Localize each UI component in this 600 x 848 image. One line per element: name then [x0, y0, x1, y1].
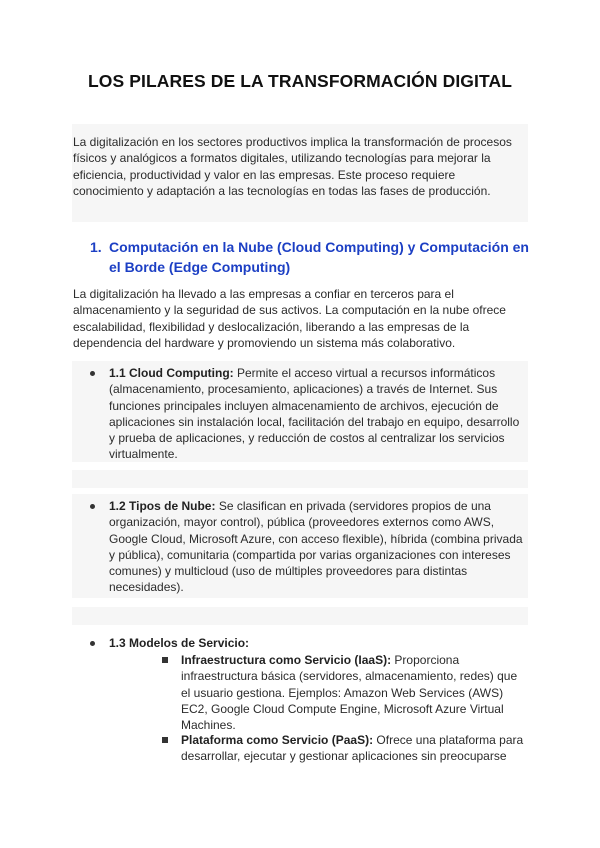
bullet-dot	[90, 641, 95, 646]
page-title: LOS PILARES DE LA TRANSFORMACIÓN DIGITAL	[88, 71, 512, 91]
spacer-shade-1	[72, 470, 528, 488]
square-bullet-icon	[162, 737, 168, 743]
square-bullet-icon	[162, 657, 168, 663]
section-number: 1.	[90, 239, 102, 255]
bullet-label: 1.1 Cloud Computing:	[109, 366, 234, 380]
bullet-dot	[90, 504, 95, 509]
bullet-text: Permite el acceso virtual a recursos informáticos (almacenamiento, procesamiento, aplicaciones) a través de Internet. Sus funciones principales incluyen almacenamiento de archivos, ejecución de aplicaciones sin instalación local, facilitación del trabajo en equipo, desarrollo y prueba de aplicaciones, y reducción de costos al centralizar los servicios virtualmente.	[109, 366, 520, 462]
intro-paragraph: La digitalización en los sectores productivos implica la transformación de procesos físicos y analógicos a formatos digitales, utilizando tecnologías para mejorar la eficiencia, productividad y valor en las empresas. Este proceso requiere conocimiento y adaptación a las tecnologías en todas las fases de producción.	[73, 135, 512, 198]
subitem-text: Proporciona infraestructura básica (servidores, almacenamiento, redes) que el usuario gestiona. Ejemplos: Amazon Web Services (AWS) EC2, Google Cloud Compute Engine, Microsoft Azure Virtual Machines.	[181, 653, 518, 733]
subitem-label: Plataforma como Servicio (PaaS):	[181, 733, 374, 747]
spacer-shade-2	[72, 607, 528, 625]
bullet-dot	[90, 371, 95, 376]
bullet-label: 1.2 Tipos de Nube:	[109, 499, 216, 513]
section-title: Computación en la Nube (Cloud Computing) y Computación en el Borde (Edge Computing)	[109, 239, 529, 275]
subitem-label: Infraestructura como Servicio (IaaS):	[181, 653, 392, 667]
bullet-label: 1.3 Modelos de Servicio:	[109, 636, 250, 650]
bullet-text: Se clasifican en privada (servidores propios de una organización, mayor control), pública (proveedores externos como AWS, Google Cloud, Microsoft Azure, con acceso flexible), híbrida (combina privada y pública), comunitaria (compartida por varias organizaciones con intereses comunes) y multicloud (uso de múltiples proveedores para distintas necesidades).	[109, 499, 523, 595]
subitem-text: Ofrece una plataforma para desarrollar, ejecutar y gestionar aplicaciones sin preocuparse	[181, 733, 524, 764]
section-paragraph: La digitalización ha llevado a las empresas a confiar en terceros para el almacenamiento y la seguridad de sus activos. La computación en la nube ofrece escalabilidad, flexibilidad y deslocalización, liberando a las empresas de la dependencia del hardware y promoviendo un sistema más colaborativo.	[73, 287, 506, 350]
